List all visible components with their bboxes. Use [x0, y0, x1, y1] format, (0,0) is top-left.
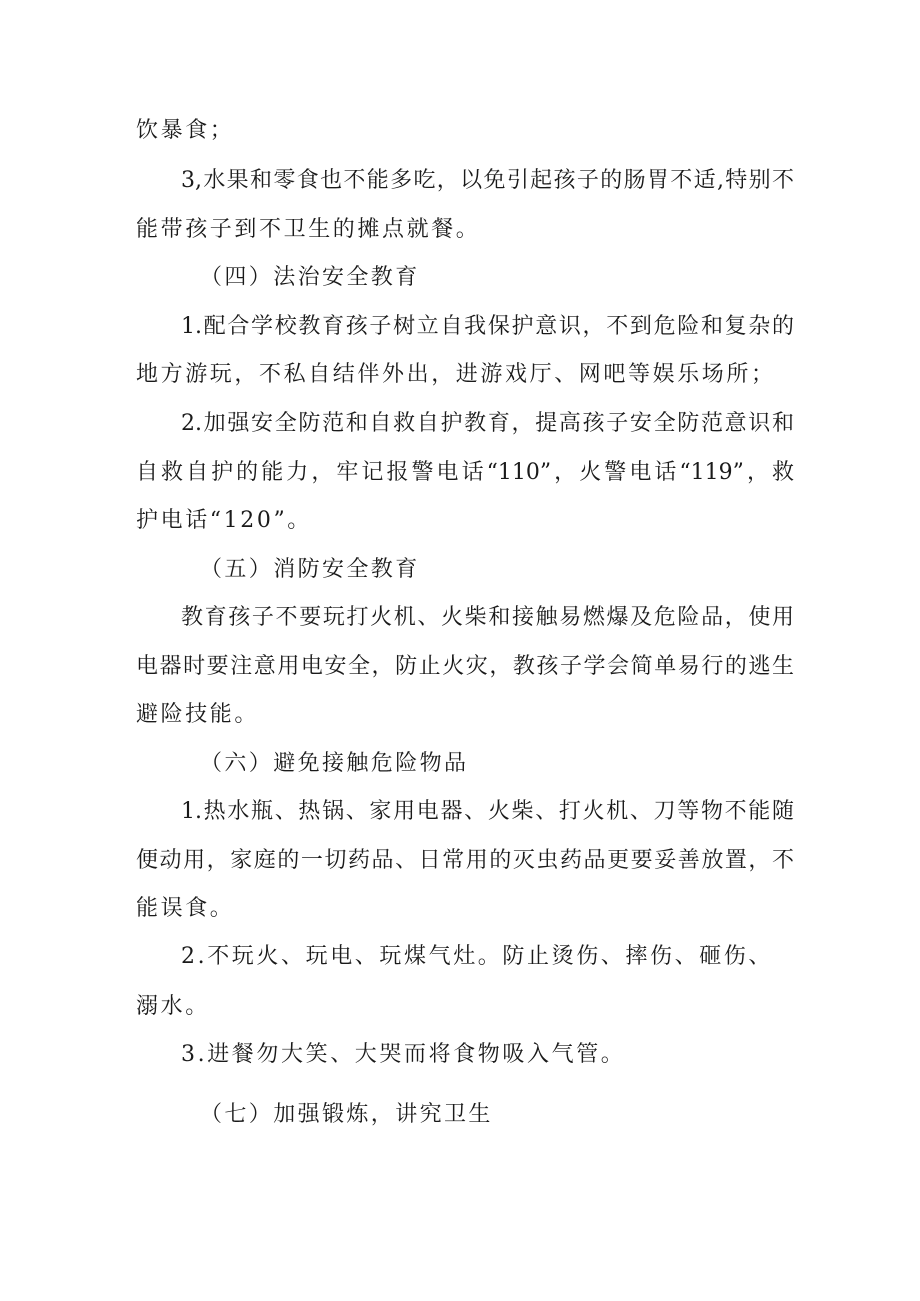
text-line: 2.不玩火、玩电、玩煤气灶。防止烫伤、摔伤、砸伤、 — [181, 944, 773, 969]
section-heading: （七）加强锻炼，讲究卫生 — [200, 1102, 493, 1127]
text-line: 1.热水瓶、热锅、家用电器、火柴、打火机、刀等物不能随 — [181, 799, 794, 824]
text-line: 地方游玩，不私自结伴外出，进游戏厅、网吧等娱乐场所； — [136, 362, 776, 387]
text-line: 3,水果和零食也不能多吃，以免引起孩子的肠胃不适,特别不 — [181, 168, 794, 193]
section-heading: （六）避免接触危险物品 — [200, 751, 469, 776]
text-line: 自救自护的能力，牢记报警电话“110”，火警电话“119”，救 — [136, 460, 794, 485]
section-heading: （五）消防安全教育 — [200, 557, 420, 582]
text-line: 能带孩子到不卫生的摊点就餐。 — [136, 217, 481, 242]
text-line: 电器时要注意用电安全，防止火灾，教孩子学会简单易行的逃生 — [136, 654, 794, 679]
text-line: 能误食。 — [136, 896, 235, 921]
text-line: 护电话“120”。 — [136, 508, 312, 533]
text-line: 便动用，家庭的一切药品、日常用的灭虫药品更要妥善放置，不 — [136, 848, 794, 873]
text-line: 溺水。 — [136, 994, 210, 1019]
section-heading: （四）法治安全教育 — [200, 265, 420, 290]
text-line: 2.加强安全防范和自救自护教育，提高孩子安全防范意识和 — [181, 411, 794, 436]
text-line: 教育孩子不要玩打火机、火柴和接触易燃爆及危险品，使用 — [181, 605, 794, 630]
text-line: 避险技能。 — [136, 702, 260, 727]
text-line: 1.配合学校教育孩子树立自我保护意识，不到危险和复杂的 — [181, 314, 794, 339]
text-line: 饮暴食； — [136, 118, 235, 143]
text-line: 3.进餐勿大笑、大哭而将食物吸入气管。 — [181, 1042, 626, 1067]
